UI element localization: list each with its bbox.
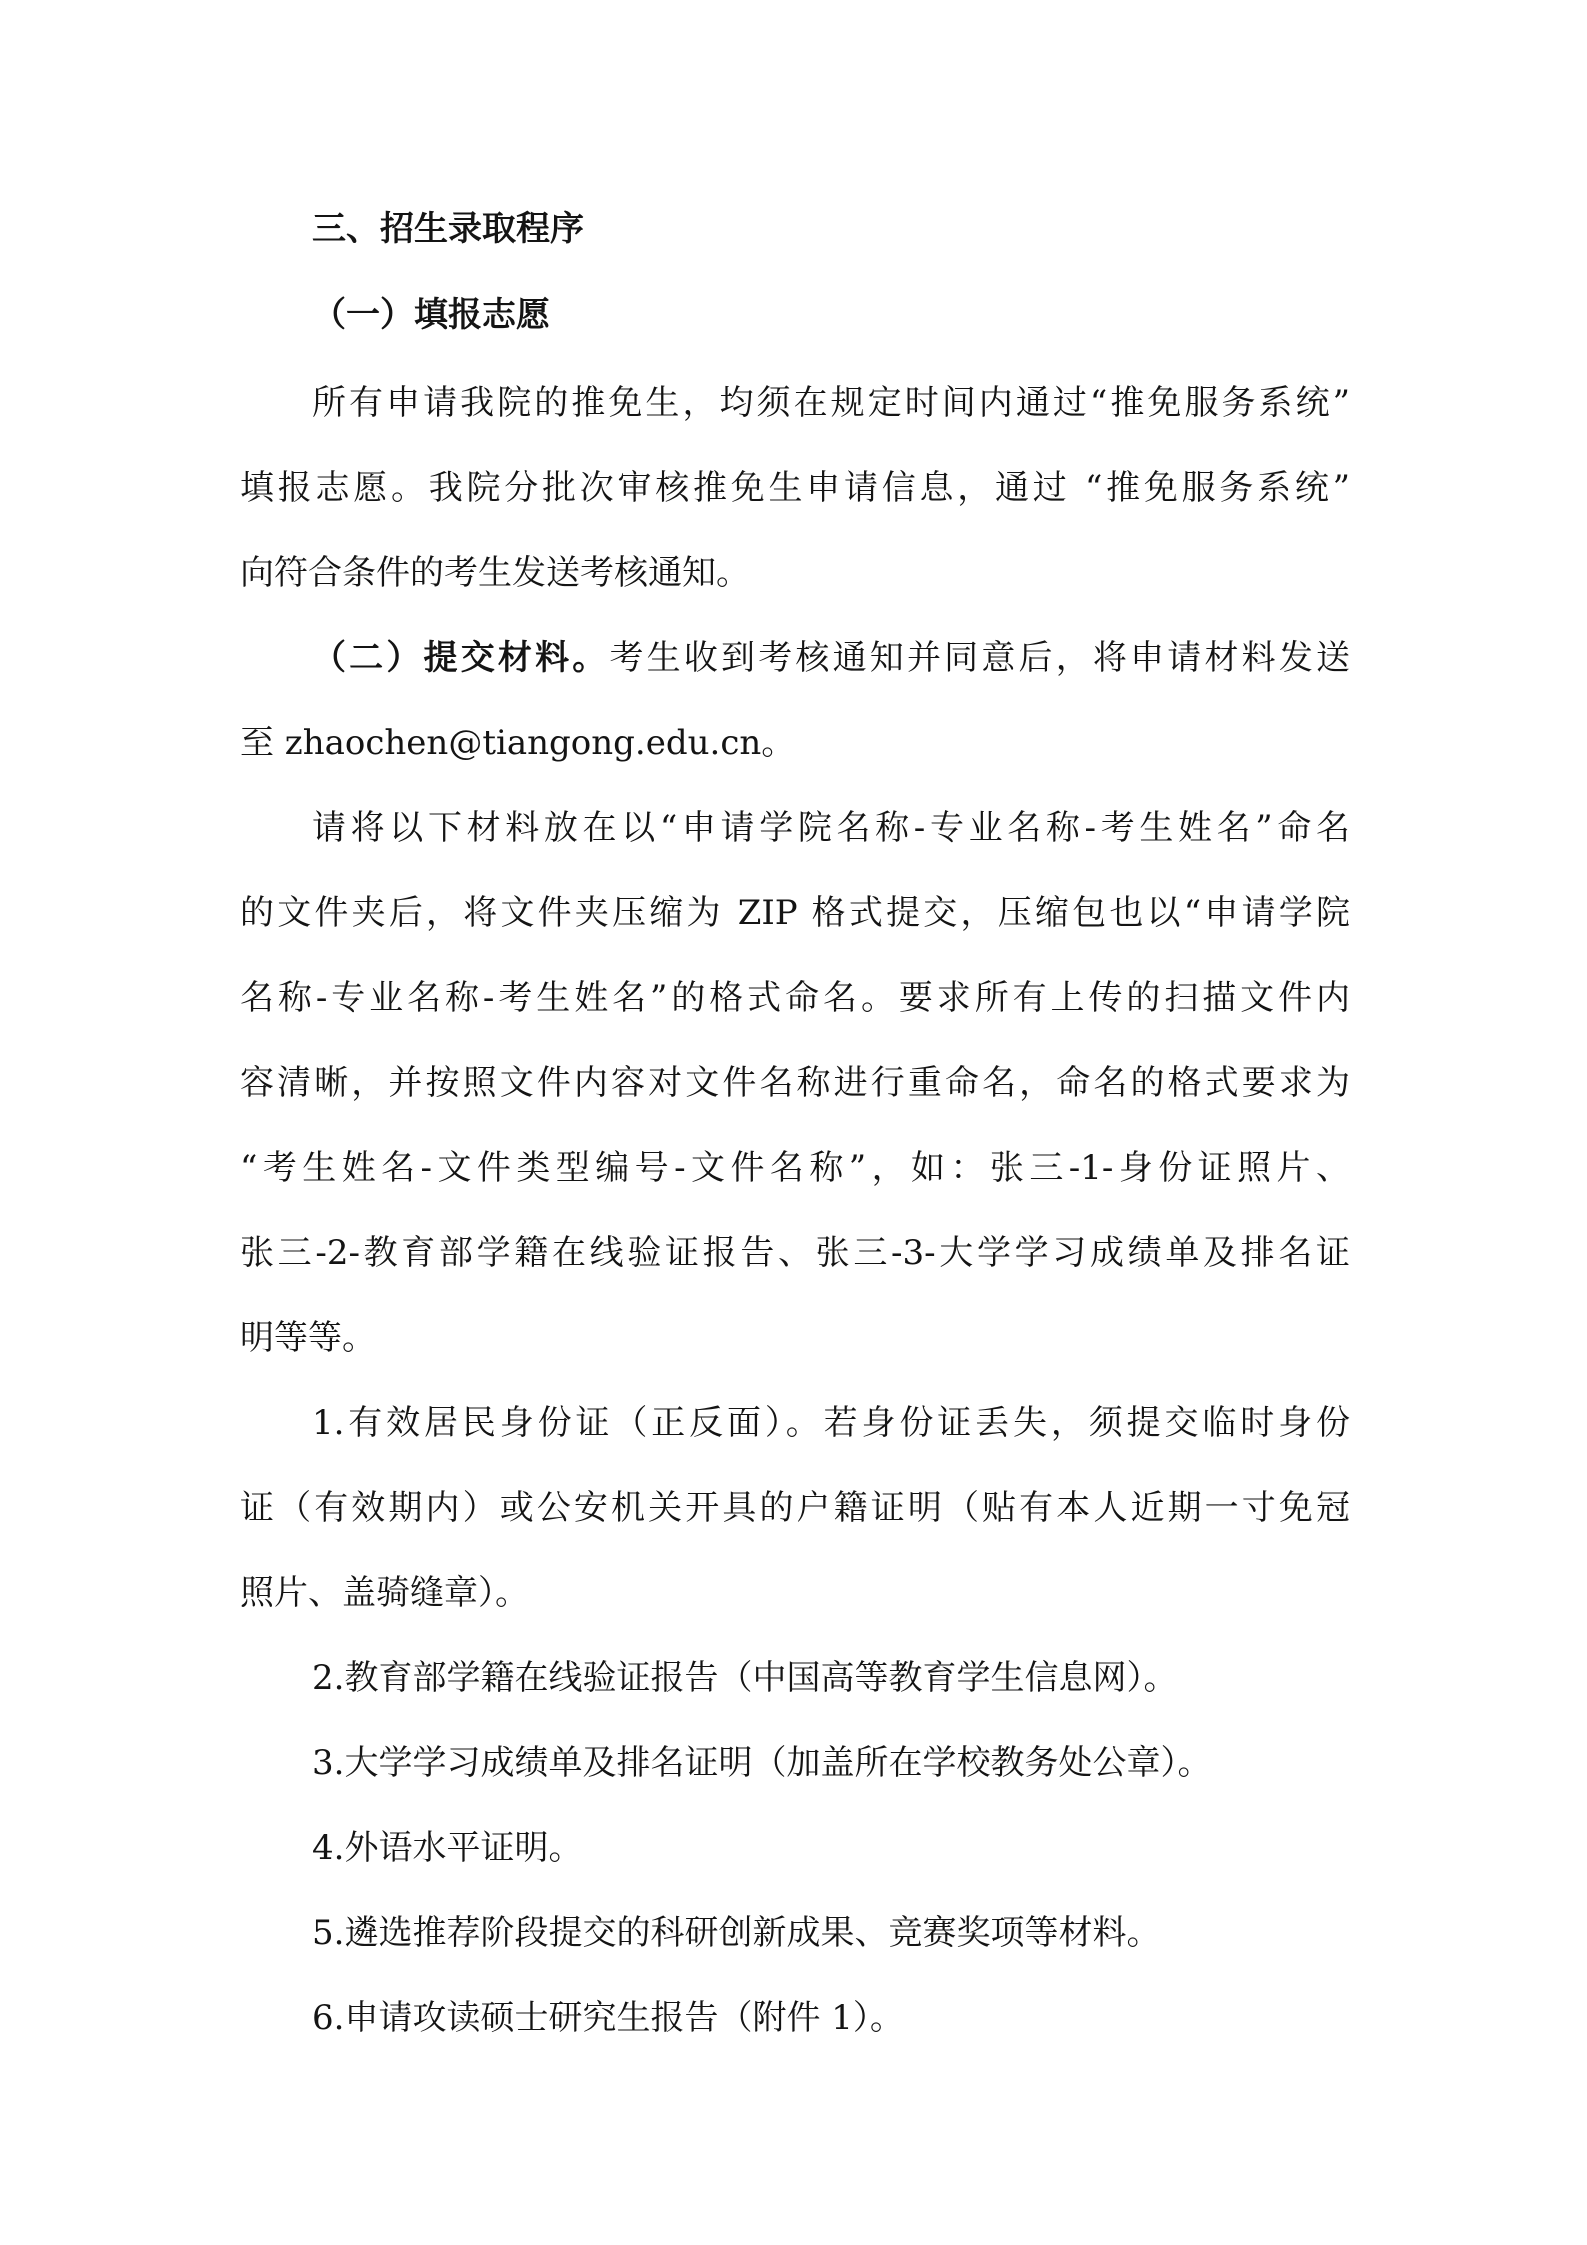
paragraph-3-line-6: 张三-2-教育部学籍在线验证报告、张三-3-大学学习成绩单及排名证 xyxy=(240,1233,1350,1273)
paragraph-3-line-1: 请将以下材料放在以“申请学院名称-专业名称-考生姓名”命名 xyxy=(312,808,1350,848)
list-item-5: 5.遴选推荐阶段提交的科研创新成果、竞赛奖项等材料。 xyxy=(312,1913,1161,1953)
list-item-1-line-1: 1.有效居民身份证（正反面）。若身份证丢失，须提交临时身份 xyxy=(312,1403,1350,1443)
paragraph-3-line-2: 的文件夹后，将文件夹压缩为 ZIP 格式提交，压缩包也以“申请学院 xyxy=(240,893,1350,933)
list-item-2: 2.教育部学籍在线验证报告（中国高等教育学生信息网）。 xyxy=(312,1658,1178,1698)
subsection-heading-2: （二）提交材料。 xyxy=(312,638,610,678)
paragraph-3-line-3: 名称-专业名称-考生姓名”的格式命名。要求所有上传的扫描文件内 xyxy=(240,978,1350,1018)
list-item-4: 4.外语水平证明。 xyxy=(312,1828,583,1868)
paragraph-3-line-5: “考生姓名-文件类型编号-文件名称”，如：张三-1-身份证照片、 xyxy=(240,1148,1350,1188)
paragraph-2-line-1 xyxy=(312,635,1350,681)
subsection-heading-1: （一）填报志愿 xyxy=(312,295,550,335)
list-item-1-line-2: 证（有效期内）或公安机关开具的户籍证明（贴有本人近期一寸免冠 xyxy=(240,1488,1350,1528)
paragraph-1-line-1: 所有申请我院的推免生，均须在规定时间内通过“推免服务系统” xyxy=(312,383,1350,423)
paragraph-3-line-7: 明等等。 xyxy=(240,1318,376,1358)
paragraph-3-line-4: 容清晰，并按照文件内容对文件名称进行重命名，命名的格式要求为 xyxy=(240,1063,1350,1103)
paragraph-1-line-3: 向符合条件的考生发送考核通知。 xyxy=(240,553,750,593)
list-item-3: 3.大学学习成绩单及排名证明（加盖所在学校教务处公章）。 xyxy=(312,1743,1212,1783)
list-item-6: 6.申请攻读硕士研究生报告（附件 1）。 xyxy=(312,1998,904,2038)
paragraph-2-text: 考生收到考核通知并同意后，将申请材料发送 xyxy=(609,638,1351,678)
list-item-1-line-3: 照片、盖骑缝章）。 xyxy=(240,1573,529,1613)
section-heading: 三、招生录取程序 xyxy=(312,209,584,249)
paragraph-2-line-2: 至 zhaochen@tiangong.edu.cn。 xyxy=(240,723,796,763)
paragraph-1-line-2: 填报志愿。我院分批次审核推免生申请信息，通过 “推免服务系统” xyxy=(240,468,1350,508)
